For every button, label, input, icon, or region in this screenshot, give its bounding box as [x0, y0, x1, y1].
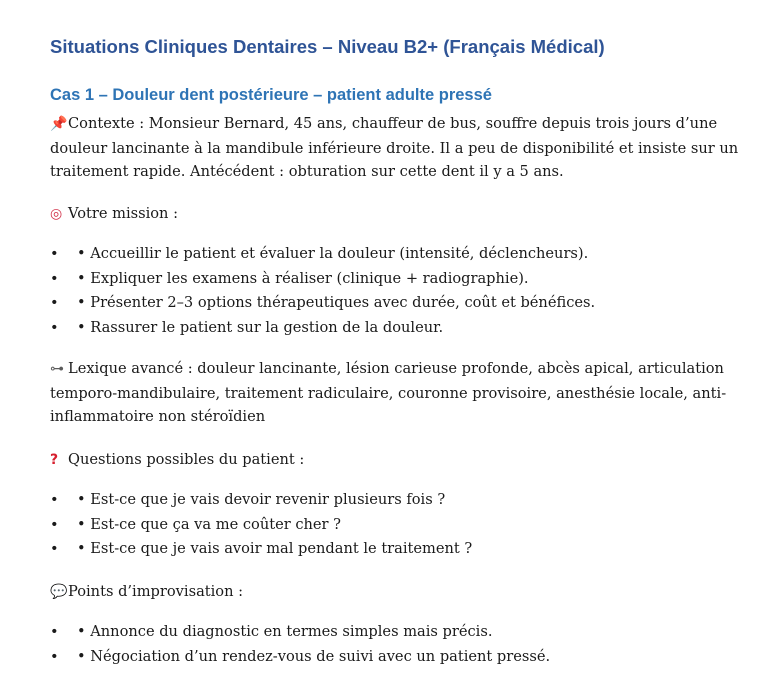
- context-text: Contexte : Monsieur Bernard, 45 ans, chauffeur de bus, souffre depuis trois jours d’une douleur lancinante à la mandibule inférieure droite. Il a peu de disponibilité et insiste sur un traitement rapide. Antécédent : obturation sur cette dent il y a 5 ans.: [50, 115, 739, 180]
- mission-heading-text: Votre mission :: [68, 205, 178, 222]
- list-item-text: • Annonce du diagnostic en termes simples mais précis.: [77, 623, 493, 640]
- lexique-paragraph: [50, 357, 740, 429]
- improvisation-heading: [50, 580, 740, 605]
- list-item-text: • Est-ce que je vais avoir mal pendant le traitement ?: [77, 540, 473, 557]
- list-item: • • Présenter 2–3 options thérapeutiques avec durée, coût et bénéfices.: [50, 294, 596, 311]
- improvisation-heading-text: Points d’improvisation :: [68, 583, 244, 600]
- list-item: • • Expliquer les examens à réaliser (clinique + radiographie).: [50, 269, 529, 287]
- mission-heading: [50, 202, 740, 227]
- list-item: • • Annonce du diagnostic en termes simples mais précis.: [50, 623, 493, 640]
- list-item-text: • Expliquer les examens à réaliser (clinique + radiographie).: [77, 269, 529, 287]
- list-item: • • Est-ce que je vais avoir mal pendant le traitement ?: [50, 540, 473, 557]
- list-item: • • Est-ce que je vais devoir revenir plusieurs fois ?: [50, 491, 446, 508]
- questions-heading: [50, 448, 740, 473]
- list-item-text: • Accueillir le patient et évaluer la douleur (intensité, déclencheurs).: [77, 245, 589, 262]
- list-item: • • Accueillir le patient et évaluer la douleur (intensité, déclencheurs).: [50, 245, 589, 262]
- improvisation-list: [50, 620, 740, 669]
- list-item: • • Est-ce que ça va me coûter cher ?: [50, 515, 341, 533]
- lexique-text: Lexique avancé : douleur lancinante, lésion carieuse profonde, abcès apical, articulation temporo-mandibulaire, traitement radiculaire, couronne provisoire, anesthésie locale, anti-inflammatoire non stéroïdien: [50, 360, 727, 425]
- list-item-text: • Est-ce que ça va me coûter cher ?: [77, 515, 341, 533]
- document-title: Situations Cliniques Dentaires – Niveau B2+ (Français Médical): [50, 36, 605, 57]
- list-item: • • Négociation d’un rendez-vous de suivi avec un patient pressé.: [50, 647, 551, 665]
- questions-list: [50, 488, 740, 562]
- speech-bubble-icon: 💬: [50, 584, 68, 600]
- list-item: • • Rassurer le patient sur la gestion de la douleur.: [50, 318, 444, 336]
- question-mark-icon: ?: [50, 452, 59, 468]
- list-item-text: • Négociation d’un rendez-vous de suivi avec un patient pressé.: [77, 647, 551, 665]
- context-paragraph: [50, 112, 740, 184]
- target-icon: ◎: [50, 206, 63, 222]
- key-icon: ⊶: [50, 361, 64, 377]
- case-title: Cas 1 – Douleur dent postérieure – patient adulte pressé: [50, 86, 492, 104]
- list-item-text: • Est-ce que je vais devoir revenir plusieurs fois ?: [77, 491, 446, 508]
- questions-heading-text: Questions possibles du patient :: [68, 451, 305, 468]
- list-item-text: • Rassurer le patient sur la gestion de la douleur.: [77, 318, 444, 336]
- list-item-text: • Présenter 2–3 options thérapeutiques avec durée, coût et bénéfices.: [77, 294, 596, 311]
- mission-list: [50, 242, 740, 340]
- pushpin-icon: 📌: [50, 116, 68, 132]
